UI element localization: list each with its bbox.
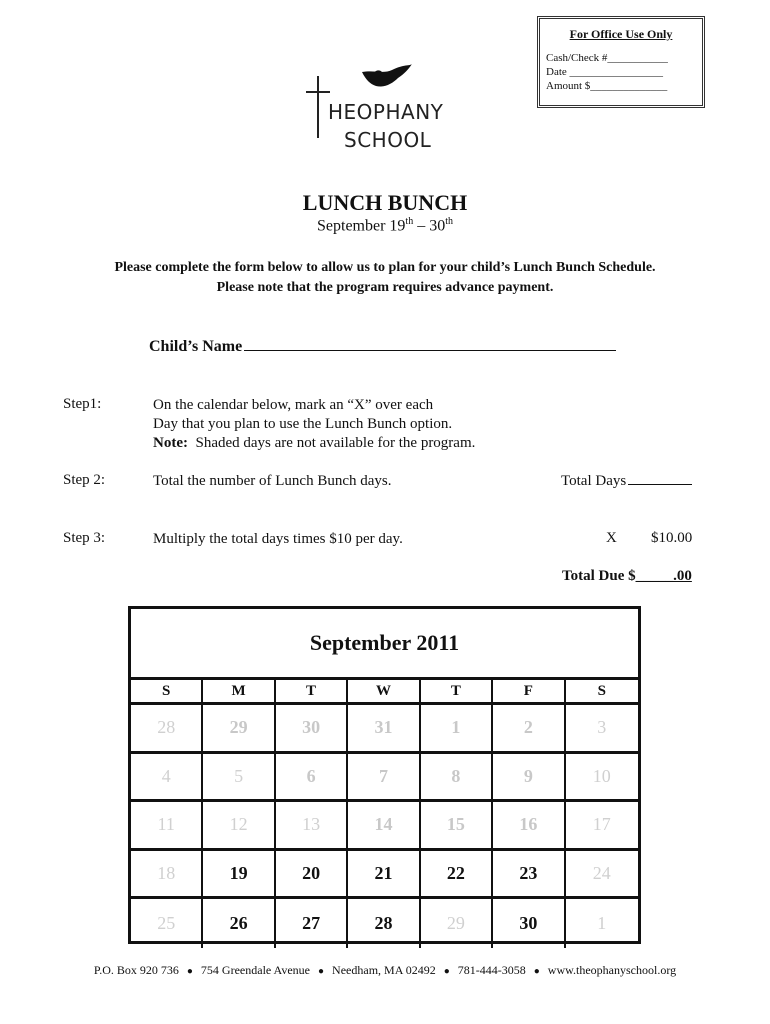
bullet-separator-icon: ●	[443, 966, 450, 977]
total-days-row	[561, 472, 692, 490]
calendar-day-cell: 29	[421, 899, 493, 948]
weekday-header: T	[421, 680, 493, 705]
step-1-text	[153, 396, 475, 453]
instructions	[0, 258, 770, 298]
calendar-day-cell: 24	[566, 851, 638, 900]
footer-contact	[0, 963, 770, 978]
calendar-day-cell: 13	[276, 802, 348, 851]
calendar-grid	[131, 680, 638, 948]
calendar-day-cell[interactable]: 27	[276, 899, 348, 948]
bullet-separator-icon: ●	[533, 966, 540, 977]
calendar-day-cell: 16	[493, 802, 565, 851]
calendar-day-cell: 3	[566, 705, 638, 754]
instructions-line-1: Please complete the form below to allow us to plan for your child’s Lunch Bunch Schedule.	[114, 260, 656, 275]
calendar-day-cell: 17	[566, 802, 638, 851]
weekday-header: F	[493, 680, 565, 705]
calendar-day-cell: 5	[203, 754, 275, 803]
calendar-day-cell: 9	[493, 754, 565, 803]
calendar-day-cell: 11	[131, 802, 203, 851]
calendar-day-cell[interactable]: 21	[348, 851, 420, 900]
total-due-row	[562, 568, 692, 585]
office-use-box	[537, 16, 705, 108]
multiply-symbol: X	[606, 530, 617, 546]
calendar	[128, 606, 641, 944]
step-2-text: Total the number of Lunch Bunch days.	[153, 473, 392, 489]
weekday-header: S	[131, 680, 203, 705]
child-name-row	[149, 336, 616, 356]
office-cash-check-line: Cash/Check #___________	[546, 52, 668, 64]
calendar-day-cell[interactable]: 20	[276, 851, 348, 900]
calendar-day-cell: 8	[421, 754, 493, 803]
step-2-label: Step 2:	[63, 472, 106, 488]
page-title: LUNCH BUNCH	[302, 190, 468, 215]
weekday-header: W	[348, 680, 420, 705]
subtitle-start: September 19	[317, 217, 406, 235]
calendar-title: September 2011	[131, 609, 638, 680]
note-label: Note:	[153, 435, 188, 451]
calendar-day-cell: 12	[203, 802, 275, 851]
calendar-day-cell: 4	[131, 754, 203, 803]
calendar-day-cell: 1	[597, 913, 607, 934]
instructions-line-2: Please note that the program requires advance payment.	[216, 280, 554, 295]
calendar-day-cell: 7	[348, 754, 420, 803]
calendar-day-cell: 14	[348, 802, 420, 851]
step-1-line-1: On the calendar below, mark an “X” over each	[153, 397, 434, 413]
calendar-day-cell[interactable]: 19	[203, 851, 275, 900]
footer-item: www.theophanyschool.org	[547, 963, 677, 977]
office-amount-line: Amount $______________	[546, 80, 668, 92]
calendar-day-cell[interactable]: 28	[348, 899, 420, 948]
total-days-label: Total Days	[561, 473, 627, 489]
calendar-day-cell: 10	[566, 754, 638, 803]
weekday-header: M	[203, 680, 275, 705]
total-days-field[interactable]	[628, 472, 692, 485]
school-logo	[300, 62, 470, 162]
calendar-day-cell: 30	[276, 705, 348, 754]
calendar-day-cell: 28	[131, 705, 203, 754]
calendar-day-cell: 29	[203, 705, 275, 754]
calendar-day-cell: 6	[276, 754, 348, 803]
page-subtitle	[0, 216, 770, 235]
bullet-separator-icon: ●	[186, 966, 193, 977]
step-1-label: Step1:	[63, 396, 102, 412]
calendar-day-cell[interactable]: 23	[493, 851, 565, 900]
calendar-day-cell: 2	[493, 705, 565, 754]
footer-item: Needham, MA 02492	[332, 963, 436, 977]
calendar-day-cell: 25	[131, 899, 203, 948]
step-3-text: Multiply the total days times $10 per day.	[153, 531, 403, 547]
footer-item: P.O. Box 920 736	[93, 963, 179, 977]
weekday-header: T	[276, 680, 348, 705]
step-1-line-2: Day that you plan to use the Lunch Bunch option.	[153, 416, 453, 432]
subtitle-mid: – 30	[413, 217, 446, 235]
bullet-separator-icon: ●	[318, 966, 325, 977]
child-name-field[interactable]	[244, 336, 616, 351]
calendar-day-cell[interactable]: 26	[203, 899, 275, 948]
calendar-day-cell[interactable]: 22	[421, 851, 493, 900]
child-name-label: Child’s Name	[149, 338, 243, 355]
calendar-day-cell: 18	[131, 851, 203, 900]
subtitle-sup-1: th	[405, 216, 414, 227]
step-3-label: Step 3:	[63, 530, 106, 546]
calendar-day-cell: 31	[348, 705, 420, 754]
note-text: Shaded days are not available for the program.	[187, 435, 476, 451]
total-due-label: Total Due $	[562, 568, 636, 584]
total-due-field[interactable]: _____.00	[635, 568, 692, 584]
calendar-day-cell[interactable]: 30	[493, 899, 565, 948]
logo-text-line2: SCHOOL	[344, 128, 432, 152]
footer-item: 754 Greendale Avenue	[200, 963, 310, 977]
subtitle-sup-2: th	[445, 216, 453, 227]
weekday-header: S	[566, 680, 638, 705]
calendar-day-cell: 15	[421, 802, 493, 851]
footer-item: 781-444-3058	[457, 963, 526, 977]
office-use-title: For Office Use Only	[569, 27, 673, 41]
daily-rate: $10.00	[651, 530, 693, 546]
step-1-note	[153, 434, 475, 453]
office-date-line: Date _________________	[546, 66, 664, 78]
calendar-day-cell: 1	[421, 705, 493, 754]
logo-text-line1: HEOPHANY	[328, 100, 444, 124]
